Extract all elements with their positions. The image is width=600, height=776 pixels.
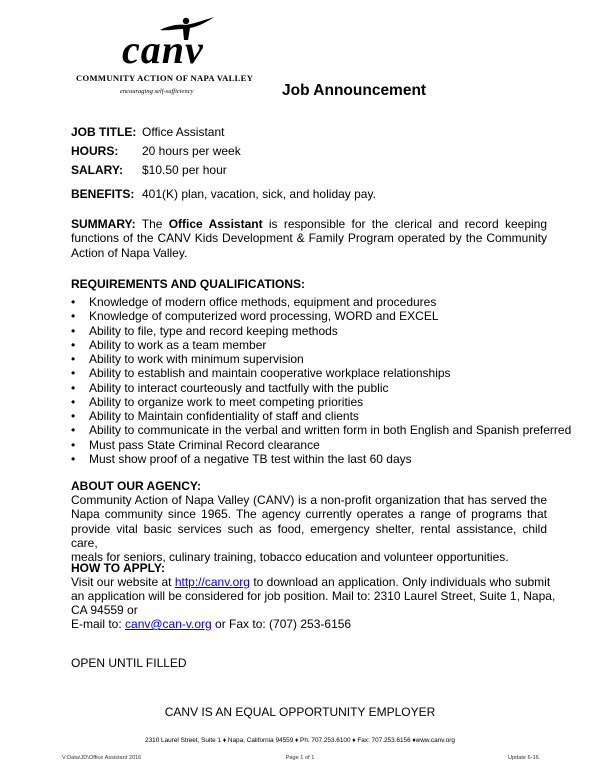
requirement-item: [71, 338, 571, 352]
bullet-icon: •: [71, 352, 76, 366]
apply-heading: HOW TO APPLY:: [71, 561, 166, 575]
bullet-icon: •: [71, 337, 76, 352]
agency-paragraph: [71, 493, 547, 564]
summary-line1-rest: is responsible for the clerical and record keeping: [268, 217, 548, 231]
bullet-icon: •: [71, 409, 76, 423]
bullet-icon: •: [71, 451, 76, 466]
canv-logo: [76, 14, 276, 94]
apply-line1-pre: Visit our website at: [71, 575, 175, 589]
bullet-icon: •: [71, 295, 76, 309]
benefits-value: 401(K) plan, vacation, sick, and holiday pay.: [142, 187, 376, 201]
bullet-icon: •: [71, 394, 76, 409]
benefits-label: BENEFITS:: [71, 187, 135, 201]
requirement-text: Ability to establish and maintain cooperative workplace relationships: [89, 366, 451, 381]
footer-page-number: Page 1 of 1: [285, 755, 315, 761]
bullet-icon: •: [71, 437, 76, 452]
requirement-text: Must show proof of a negative TB test within the last 60 days: [89, 451, 412, 466]
apply-line4-post: or Fax to: (707) 253-6156: [211, 617, 352, 631]
requirement-item: [71, 366, 571, 380]
website-link[interactable]: http://canv.org: [174, 575, 250, 589]
requirement-item: [71, 295, 571, 309]
requirement-item: [71, 309, 571, 323]
requirements-list: [71, 295, 571, 466]
requirement-item: [71, 381, 571, 395]
requirement-text: Knowledge of modern office methods, equipment and procedures: [89, 295, 437, 309]
summary-role: Office Assistant: [168, 217, 263, 231]
logo-org-name: COMMUNITY ACTION OF NAPA VALLEY: [76, 73, 254, 83]
logo-tagline: encouraging self-sufficiency: [120, 88, 194, 95]
requirement-item: [71, 395, 571, 409]
requirement-text: Must pass State Criminal Record clearance: [89, 437, 320, 452]
contact-line: 2310 Laurel Street, Suite 1 ♦ Napa, California 94559 ♦ Ph: 707.253.6100 ♦ Fax: 707.253.6156 ♦www.canv.org: [145, 737, 455, 744]
job-title-value: Office Assistant: [142, 125, 225, 139]
page-title: Job Announcement: [282, 82, 427, 99]
logo-wordmark: canv: [122, 27, 204, 72]
requirement-text: Ability to file, type and record keeping methods: [89, 323, 338, 338]
summary-label: SUMMARY:: [71, 217, 136, 231]
requirement-item: [71, 409, 571, 423]
agency-line-4: meals for seniors, culinary training, tobacco education and volunteer opportunities.: [71, 550, 509, 565]
requirement-item: [71, 352, 571, 366]
requirement-item: [71, 324, 571, 338]
open-until-filled: OPEN UNTIL FILLED: [71, 656, 187, 670]
apply-line-2: an application will be considered for job position. Mail to: 2310 Laurel Street, Suite 1, Napa,: [71, 589, 556, 603]
footer-file-path: V:Data\JD\Office Assistant 2016: [62, 755, 142, 761]
requirement-text: Ability to interact courteously and tactfully with the public: [89, 380, 389, 395]
salary-value: $10.50 per hour: [142, 163, 227, 177]
equal-opportunity-statement: CANV IS AN EQUAL OPPORTUNITY EMPLOYER: [164, 705, 436, 719]
bullet-icon: •: [71, 366, 76, 381]
requirement-text: Ability to organize work to meet competing priorities: [89, 394, 364, 409]
requirement-item: [71, 438, 571, 452]
requirement-text: Ability to communicate in the verbal and written form in both English and Spanish preferred: [89, 423, 572, 438]
requirement-text: Ability to Maintain confidentiality of staff and clients: [89, 409, 359, 423]
bullet-icon: •: [71, 423, 76, 438]
requirement-text: Ability to work as a team member: [89, 337, 267, 352]
requirements-heading: REQUIREMENTS AND QUALIFICATIONS:: [71, 277, 305, 291]
summary-paragraph: [71, 217, 547, 260]
apply-line4-pre: E-mail to:: [71, 617, 126, 631]
requirement-item: [71, 452, 571, 466]
email-link[interactable]: canv@can-v.org: [125, 617, 212, 631]
summary-line-3: Action of Napa Valley.: [71, 245, 188, 260]
apply-line-3: CA 94559 or: [71, 603, 138, 617]
requirement-item: [71, 423, 571, 437]
summary-pre: The: [141, 217, 169, 231]
apply-line-4: [71, 617, 351, 631]
footer-update: Update 6-16: [508, 755, 539, 761]
summary-line-1: [71, 217, 547, 231]
apply-line-1: [71, 575, 550, 589]
summary-line-2: functions of the CANV Kids Development & Family Program operated by the Community: [71, 231, 547, 246]
agency-heading: ABOUT OUR AGENCY:: [71, 479, 201, 493]
apply-line1-post: to download an application. Only individuals who submit: [249, 575, 551, 589]
requirement-text: Ability to work with minimum supervision: [89, 352, 304, 366]
salary-label: SALARY:: [71, 163, 123, 177]
agency-line-3: provide vital basic services such as food, emergency shelter, rental assistance, child care,: [71, 521, 547, 550]
agency-line-2: Napa community since 1965. The agency currently operates a range of programs that: [71, 507, 547, 522]
bullet-icon: •: [71, 380, 76, 395]
bullet-icon: •: [71, 309, 76, 324]
requirement-text: Knowledge of computerized word processing, WORD and EXCEL: [89, 309, 439, 324]
hours-label: HOURS:: [71, 144, 119, 158]
job-title-label: JOB TITLE:: [71, 125, 137, 139]
agency-line-1: Community Action of Napa Valley (CANV) is a non-profit organization that has served the: [71, 493, 547, 507]
hours-value: 20 hours per week: [142, 144, 241, 158]
bullet-icon: •: [71, 323, 76, 338]
